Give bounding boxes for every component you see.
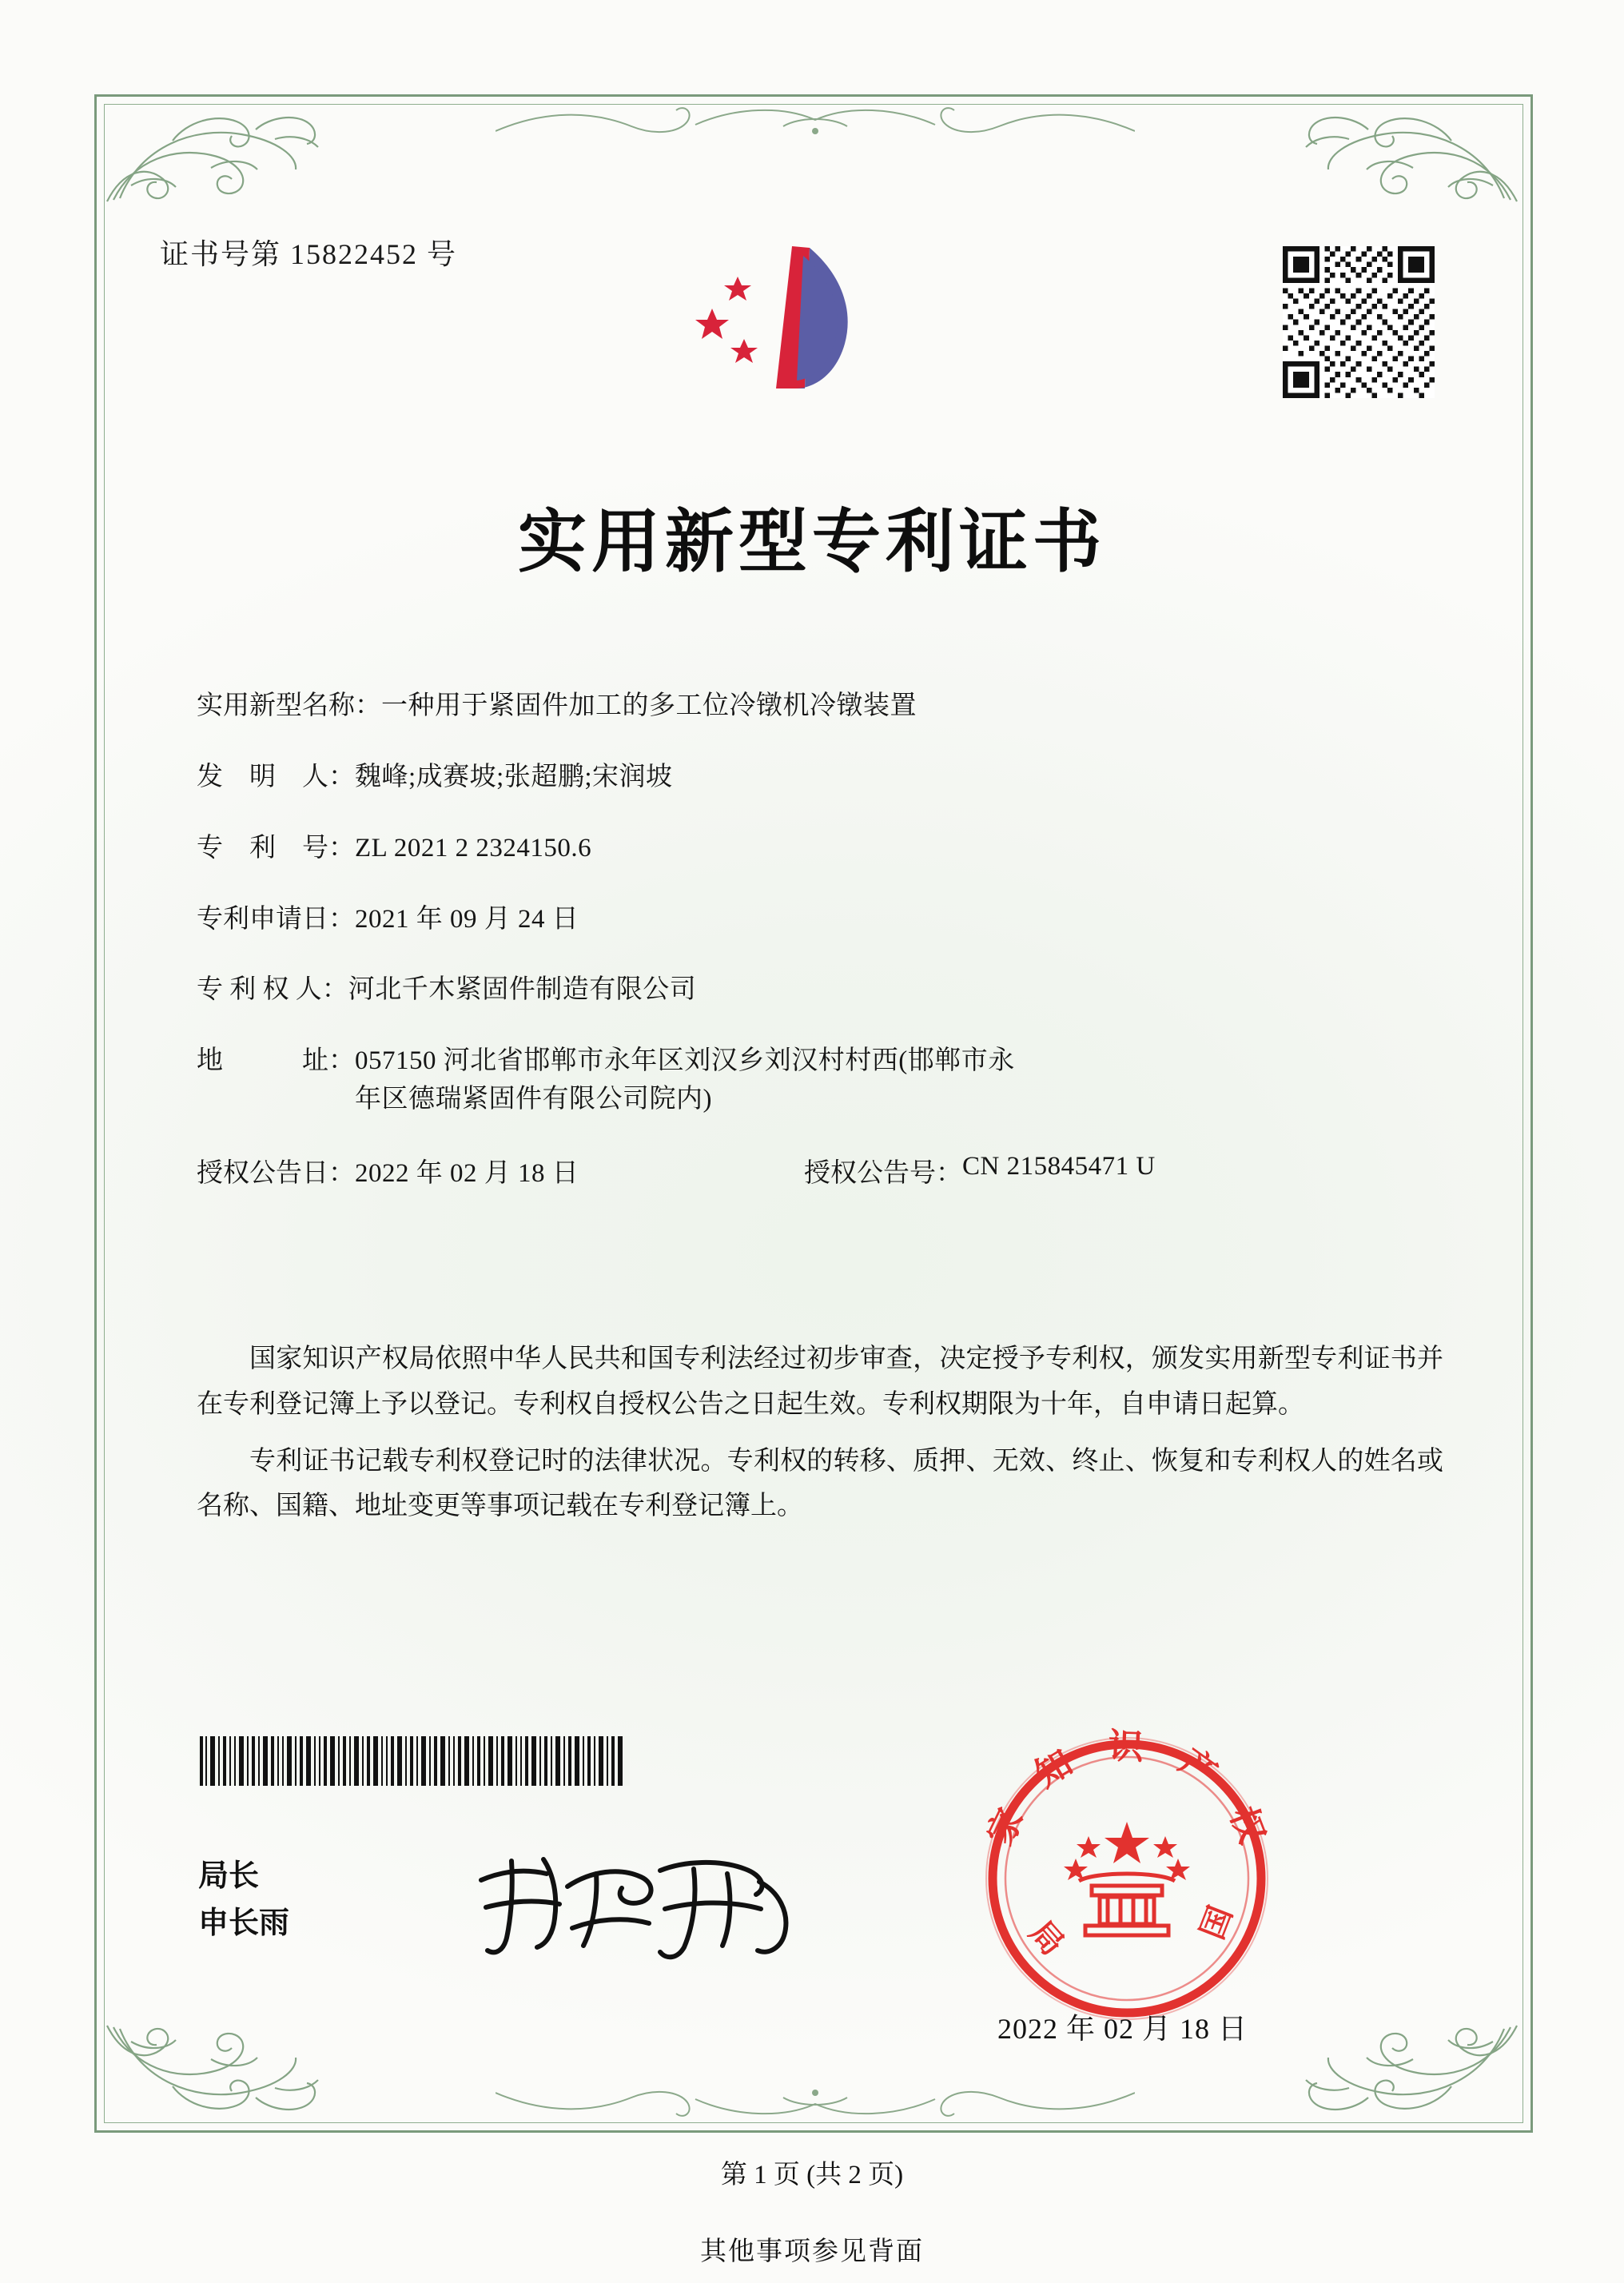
field-label: 实用新型名称：: [197, 691, 381, 720]
signature-block: [198, 1853, 289, 1947]
field-value: 2021 年 09 月 24 日: [355, 904, 579, 934]
handwritten-signature-icon: [464, 1839, 823, 1966]
back-side-note: 其他事项参见背面: [700, 2237, 924, 2266]
field-row-address: [197, 1042, 1443, 1119]
field-value: 一种用于紧固件加工的多工位冷镦机冷镦装置: [381, 691, 917, 720]
top-edge-ornament-icon: [496, 102, 1135, 139]
certificate-number: 证书号第 15822452 号: [160, 238, 458, 270]
field-value-line1: 057150 河北省邯郸市永年区刘汉乡刘汉村村西(邯郸市永: [355, 1046, 1015, 1076]
corner-flourish-icon: [1285, 90, 1525, 209]
grant-date-group: [197, 1152, 804, 1189]
field-value-line2: 年区德瑞紧固件有限公司院内): [355, 1085, 712, 1114]
svg-text:家 知 识 产 权: 家 知 识 产 权: [980, 1726, 1277, 1861]
field-label: 地 址：: [197, 1046, 355, 1076]
grant-number-value: CN 215845471 U: [962, 1151, 1156, 1181]
seal-date: 2022 年 02 月 18 日: [997, 2013, 1248, 2045]
page-indicator: 第 1 页 (共 2 页): [720, 2161, 904, 2189]
official-seal-icon: [959, 1711, 1295, 2046]
paragraph-2: 专利证书记载专利权登记时的法律状况。专利权的转移、质押、无效、终止、恢复和专利权人的姓名或名称、国籍、地址变更等事项记载在专利登记簿上。: [197, 1446, 1443, 1521]
director-title: 局长: [198, 1859, 260, 1893]
field-value: ZL 2021 2 2324150.6: [355, 833, 592, 863]
field-label: 专 利 权 人：: [197, 975, 348, 1005]
field-value-wrap: [355, 1042, 1443, 1119]
paragraph-1: 国家知识产权局依照中华人民共和国专利法经过初步审查，决定授予专利权，颁发实用新型专利证书并在专利登记簿上予以登记。专利权自授权公告之日起生效。专利权期限为十年，自申请日起算。: [197, 1345, 1443, 1419]
field-row-inventors: [197, 759, 1443, 797]
field-value: 河北千木紧固件制造有限公司: [348, 975, 697, 1005]
field-row-patentee: [197, 971, 1443, 1010]
grant-number-group: [804, 1152, 1443, 1189]
bottom-edge-ornament-icon: [496, 2085, 1135, 2122]
legal-text: [197, 1337, 1443, 1540]
field-label: 专 利 号：: [197, 833, 355, 863]
field-row-patent-number: [197, 830, 1443, 868]
field-list: [197, 687, 1443, 1218]
corner-flourish-icon: [1285, 2018, 1525, 2138]
field-row-utility-model-name: [197, 687, 1443, 726]
svg-text:局 国: 局 国: [1022, 1884, 1246, 1999]
corner-flourish-icon: [99, 2018, 339, 2138]
corner-flourish-icon: [99, 90, 339, 209]
grant-date-value: 2022 年 02 月 18 日: [355, 1158, 579, 1188]
field-label: 专利申请日：: [197, 904, 355, 934]
field-label: 发 明 人：: [197, 762, 355, 791]
barcode: [198, 1736, 630, 1786]
grant-number-label: 授权公告号：: [804, 1158, 962, 1188]
director-name: 申长雨: [198, 1906, 290, 1940]
field-row-grant: [197, 1152, 1443, 1189]
page-title: 实用新型专利证书: [518, 504, 1106, 580]
field-row-application-date: [197, 901, 1443, 939]
qr-code-icon: [1283, 246, 1435, 398]
field-value: 魏峰;成赛坡;张超鹏;宋润坡: [355, 762, 673, 791]
cnipa-logo-icon: [675, 232, 915, 424]
grant-date-label: 授权公告日：: [197, 1158, 355, 1188]
